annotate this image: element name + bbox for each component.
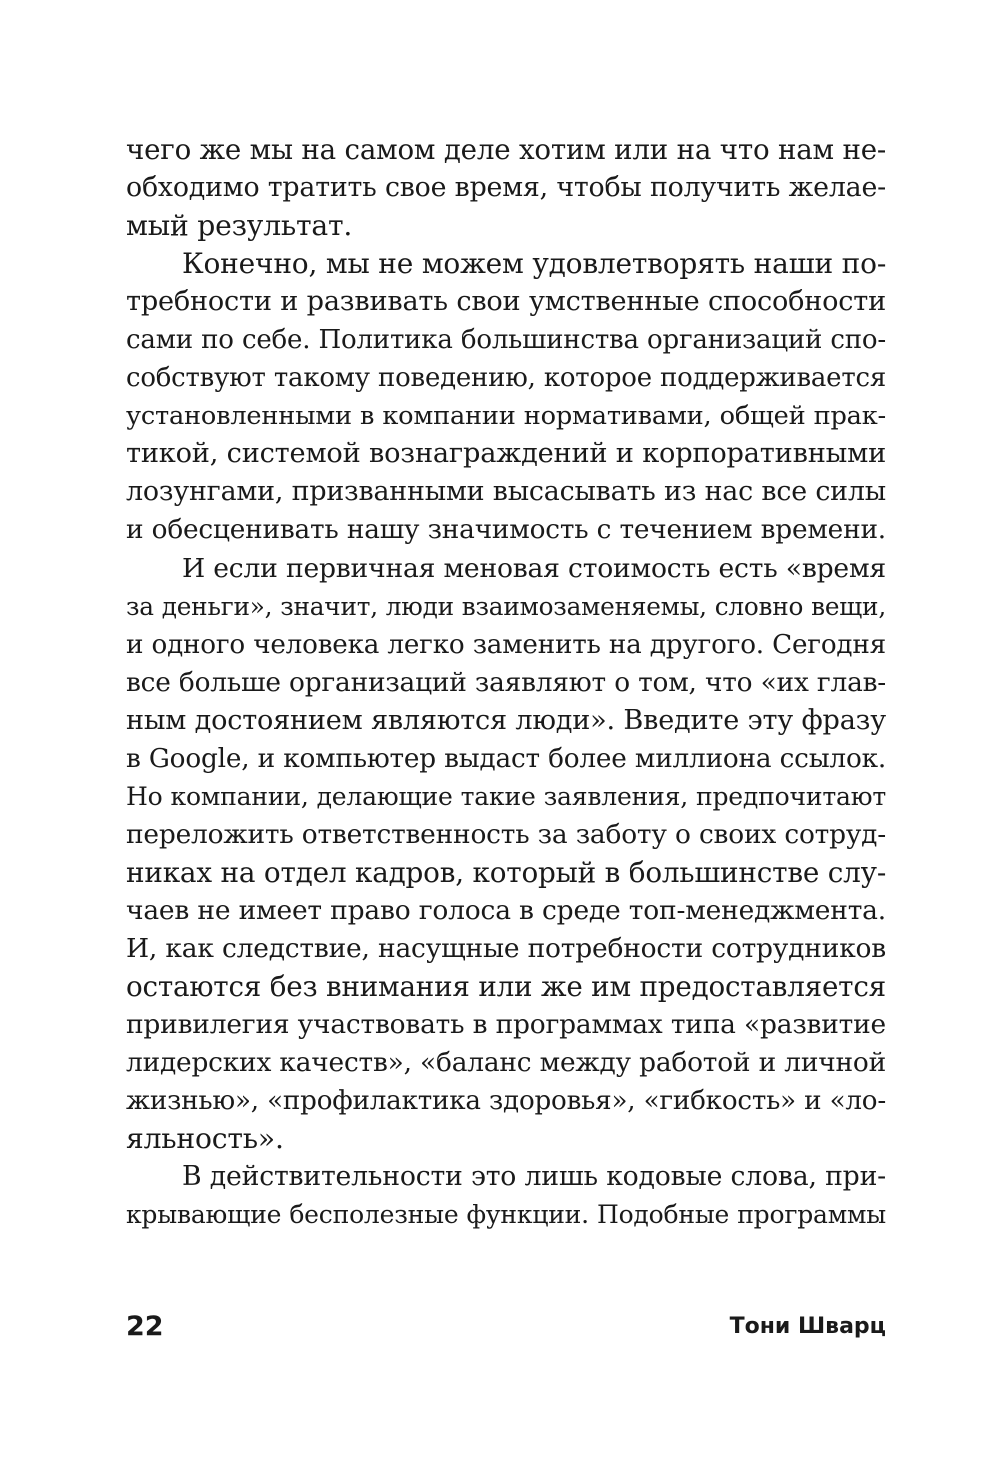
text-line: переложить ответственность за заботу о своих сотруд- bbox=[126, 818, 886, 850]
text-line: крывающие бесполезные функции. Подобные программы bbox=[126, 1200, 886, 1230]
page-body bbox=[126, 131, 886, 1234]
text-line: в Google, и компьютер выдаст более миллиона ссылок. bbox=[126, 743, 886, 774]
text-line: В действительности это лишь кодовые слова, при- bbox=[182, 1161, 886, 1193]
text-line: жизнью», «профилактика здоровья», «гибкость» и «ло- bbox=[126, 1086, 886, 1117]
running-header-author: Тони Шварц bbox=[729, 1314, 886, 1339]
text-line: лидерских качеств», «баланс между работой и личной bbox=[126, 1047, 886, 1079]
text-line: требности и развивать свои умственные способности bbox=[126, 286, 886, 318]
text-line: чаев не имеет право голоса в среде топ-менеджмента. bbox=[126, 894, 886, 926]
text-line: Но компании, делающие такие заявления, предпочитают bbox=[126, 781, 886, 811]
text-line: за деньги», значит, люди взаимозаменяемы, словно вещи, bbox=[126, 591, 886, 621]
text-line: яльность». bbox=[126, 1122, 284, 1156]
text-line: чего же мы на самом деле хотим или на что нам не- bbox=[126, 133, 887, 166]
text-line: мый результат. bbox=[126, 209, 353, 243]
page-footer bbox=[126, 1307, 886, 1347]
text-line: остаются без внимания или же им предоставляется bbox=[126, 970, 886, 1004]
text-line: и обесценивать нашу значимость с течением времени. bbox=[126, 515, 886, 546]
text-line: все больше организаций заявляют о том, что «их глав- bbox=[126, 666, 886, 698]
text-line: собствуют такому поведению, которое поддерживается bbox=[126, 363, 886, 394]
text-line: лозунгами, призванными высасывать из нас все силы bbox=[126, 476, 886, 508]
text-line: сами по себе. Политика большинства организаций спо- bbox=[126, 325, 886, 356]
text-line: Конечно, мы не можем удовлетворять наши по- bbox=[182, 247, 887, 281]
text-line: обходимо тратить свое время, чтобы получить желае- bbox=[126, 172, 886, 204]
text-line: И если первичная меновая стоимость есть «время bbox=[182, 552, 886, 584]
text-line: привилегия участвовать в программах типа «развитие bbox=[126, 1009, 886, 1041]
text-line: никах на отдел кадров, который в большинстве слу- bbox=[126, 855, 887, 889]
text-line: И, как следствие, насущные потребности сотрудников bbox=[126, 932, 886, 964]
text-line: и одного человека легко заменить на другого. Сегодня bbox=[126, 629, 886, 660]
page-number: 22 bbox=[126, 1311, 164, 1342]
text-line: ным достоянием являются люди». Введите эту фразу bbox=[126, 704, 886, 736]
text-line: тикой, системой вознаграждений и корпоративными bbox=[126, 438, 887, 470]
text-line: установленными в компании нормативами, общей прак- bbox=[126, 401, 886, 432]
